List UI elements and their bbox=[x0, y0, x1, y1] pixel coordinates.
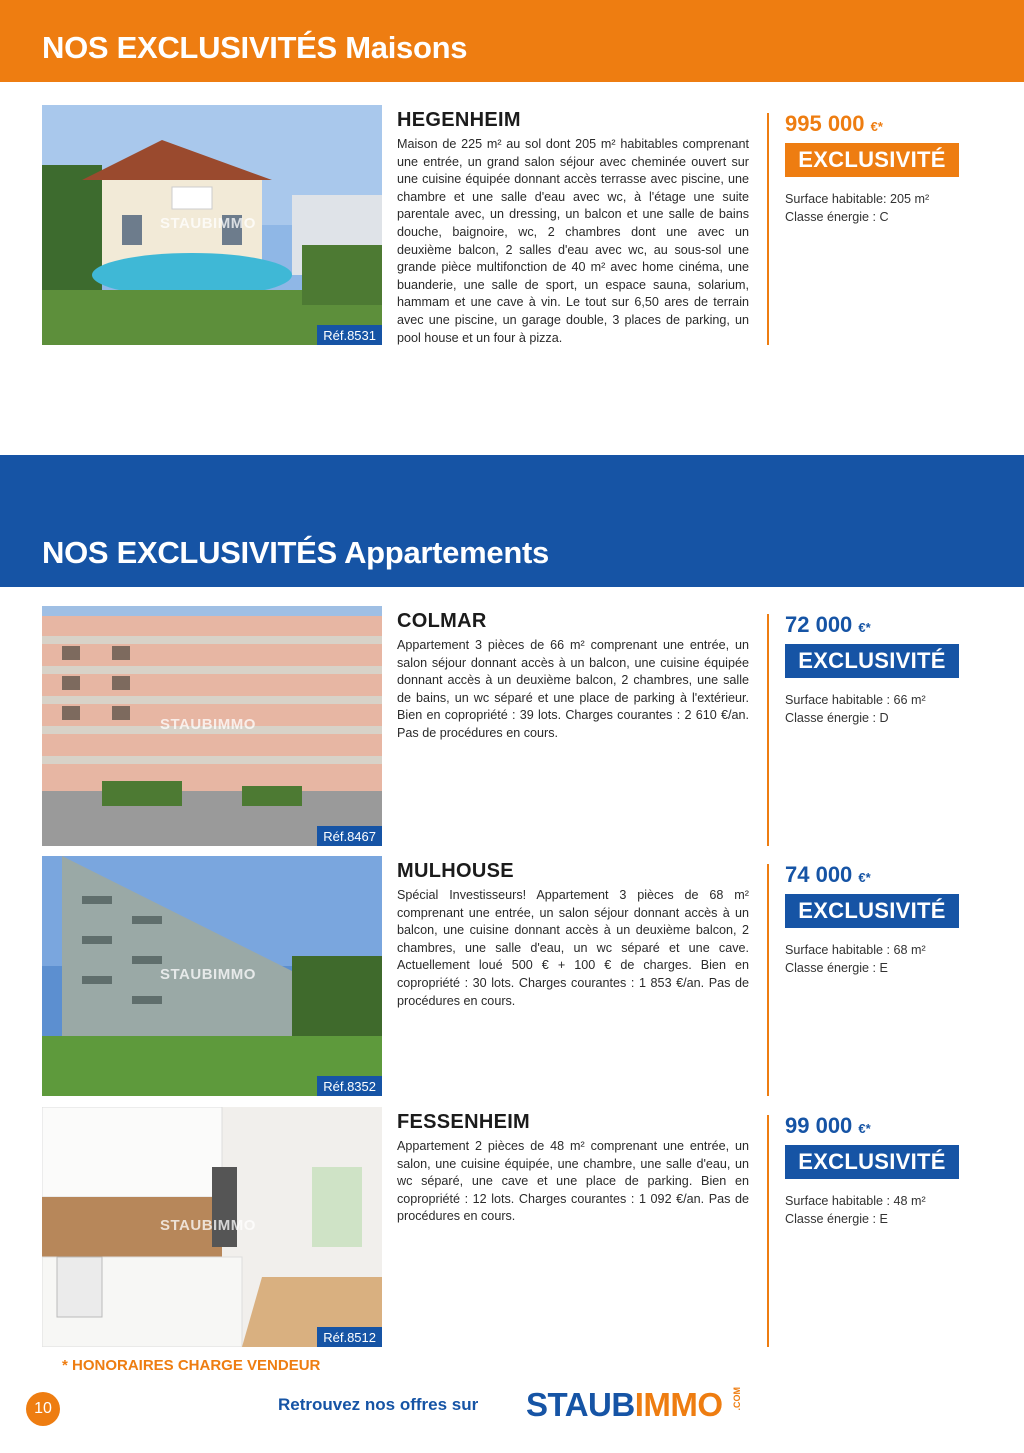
listing-card[interactable] bbox=[0, 856, 1024, 1098]
listing-card[interactable] bbox=[0, 105, 1024, 347]
listing-photo[interactable] bbox=[42, 105, 382, 345]
surface-info: Surface habitable : 48 m² bbox=[785, 1194, 926, 1208]
watermark: STAUBIMMO bbox=[160, 1217, 256, 1234]
watermark: STAUBIMMO bbox=[160, 966, 256, 983]
listing-city: FESSENHEIM bbox=[397, 1111, 531, 1133]
surface-info: Surface habitable : 66 m² bbox=[785, 693, 926, 707]
energy-class: Classe énergie : C bbox=[785, 209, 889, 224]
surface-info: Surface habitable : 68 m² bbox=[785, 943, 926, 957]
reference-label: Réf.8467 bbox=[317, 826, 382, 846]
exclusive-badge: EXCLUSIVITÉ bbox=[785, 894, 959, 928]
price-value: 99 000 bbox=[785, 1113, 853, 1138]
logo-domain: .COM bbox=[732, 1387, 742, 1411]
listing-price bbox=[785, 862, 975, 888]
price-value: 74 000 bbox=[785, 862, 853, 887]
listing-description: Appartement 2 pièces de 48 m² comprenant une entrée, un salon, une cuisine équipée, une chambre, une salle d'eau, un wc séparé, une cave et une place de parking. Bien en copropriété : 12 lots. Charges courantes : 1 092 €/an. Pas de procédures en cours. bbox=[397, 1139, 749, 1224]
apartments-section-title: NOS EXCLUSIVITÉS Appartements bbox=[42, 535, 549, 570]
listing-card[interactable] bbox=[0, 1107, 1024, 1349]
exclusive-badge: EXCLUSIVITÉ bbox=[785, 644, 959, 678]
fee-note: * HONORAIRES CHARGE VENDEUR bbox=[62, 1357, 321, 1374]
surface-info: Surface habitable: 205 m² bbox=[785, 192, 930, 206]
listing-photo[interactable] bbox=[42, 606, 382, 846]
houses-section-header bbox=[0, 0, 1024, 82]
listing-city: HEGENHEIM bbox=[397, 109, 521, 131]
offers-text: Retrouvez nos offres sur bbox=[278, 1395, 479, 1414]
listing-description: Appartement 3 pièces de 66 m² comprenant une entrée, un salon séjour donnant accès à un balcon, une cuisine équipée donnant accès à un deuxième balcon, 2 chambres, une salle de bains, un wc séparé et une place de parking à l'extérieur. Bien en copropriété : 39 lots. Charges courantes : 2 610 €/an. Pas de procédures en cours. bbox=[397, 638, 749, 740]
listing-card[interactable] bbox=[0, 606, 1024, 848]
listing-description: Maison de 225 m² au sol dont 205 m² habitables comprenant une entrée, un grand salon séjour avec cheminée ouvert sur une cuisine équipée donnant accès terrasse avec piscine, une chambre et une salle d'eau avec wc, à l'étage une suite parentale avec, un dressing, un balcon et une salle de bains douche, baignoire, wc, 2 chambres dont une avec un deuxième balcon, 2 salles d'eau avec wc, au sous-sol une grande pièce multifonction de 40 m² avec home cinéma, une buanderie, une salle de sport, un espace sauna, solarium, hammam et une cave à vin. Le tout sur 6,50 ares de terrain avec une piscine, un garage double, 3 places de parking, un pool house et un four à pizza. bbox=[397, 137, 749, 345]
price-value: 995 000 bbox=[785, 111, 865, 136]
houses-section-title: NOS EXCLUSIVITÉS Maisons bbox=[42, 30, 468, 65]
listing-city: MULHOUSE bbox=[397, 860, 514, 882]
reference-label: Réf.8531 bbox=[317, 325, 382, 345]
price-currency: €* bbox=[858, 1121, 871, 1136]
listing-price bbox=[785, 1113, 975, 1139]
energy-class: Classe énergie : E bbox=[785, 1211, 888, 1226]
listing-price bbox=[785, 111, 975, 137]
logo-part-2: IMMO bbox=[634, 1386, 723, 1423]
logo-part-1: STAUB bbox=[526, 1386, 635, 1423]
divider bbox=[767, 864, 769, 1096]
watermark: STAUBIMMO bbox=[160, 215, 256, 232]
divider bbox=[767, 1115, 769, 1347]
page-number: 10 bbox=[26, 1392, 60, 1426]
apartments-section-header bbox=[0, 455, 1024, 587]
reference-label: Réf.8352 bbox=[317, 1076, 382, 1096]
staubimmo-logo[interactable] bbox=[526, 1385, 742, 1425]
reference-label: Réf.8512 bbox=[317, 1327, 382, 1347]
price-currency: €* bbox=[858, 870, 871, 885]
exclusive-badge: EXCLUSIVITÉ bbox=[785, 143, 959, 177]
listing-description: Spécial Investisseurs! Appartement 3 pièces de 68 m² comprenant une entrée, un salon séjour donnant accès à un balcon, une cuisine donnant accès à un deuxième balcon, 2 chambres, une salle d'eau, un wc séparé et une cave. Actuellement loué 500 € + 100 € de charges. Bien en copropriété : 30 lots. Charges courantes : 1 853 €/an. Pas de procédures en cours. bbox=[397, 888, 749, 1008]
listing-photo[interactable] bbox=[42, 1107, 382, 1347]
price-currency: €* bbox=[870, 119, 883, 134]
listing-city: COLMAR bbox=[397, 610, 487, 632]
divider bbox=[767, 113, 769, 345]
price-currency: €* bbox=[858, 620, 871, 635]
listing-photo[interactable] bbox=[42, 856, 382, 1096]
energy-class: Classe énergie : E bbox=[785, 960, 888, 975]
watermark: STAUBIMMO bbox=[160, 716, 256, 733]
divider bbox=[767, 614, 769, 846]
price-value: 72 000 bbox=[785, 612, 853, 637]
listing-price bbox=[785, 612, 975, 638]
exclusive-badge: EXCLUSIVITÉ bbox=[785, 1145, 959, 1179]
energy-class: Classe énergie : D bbox=[785, 710, 889, 725]
